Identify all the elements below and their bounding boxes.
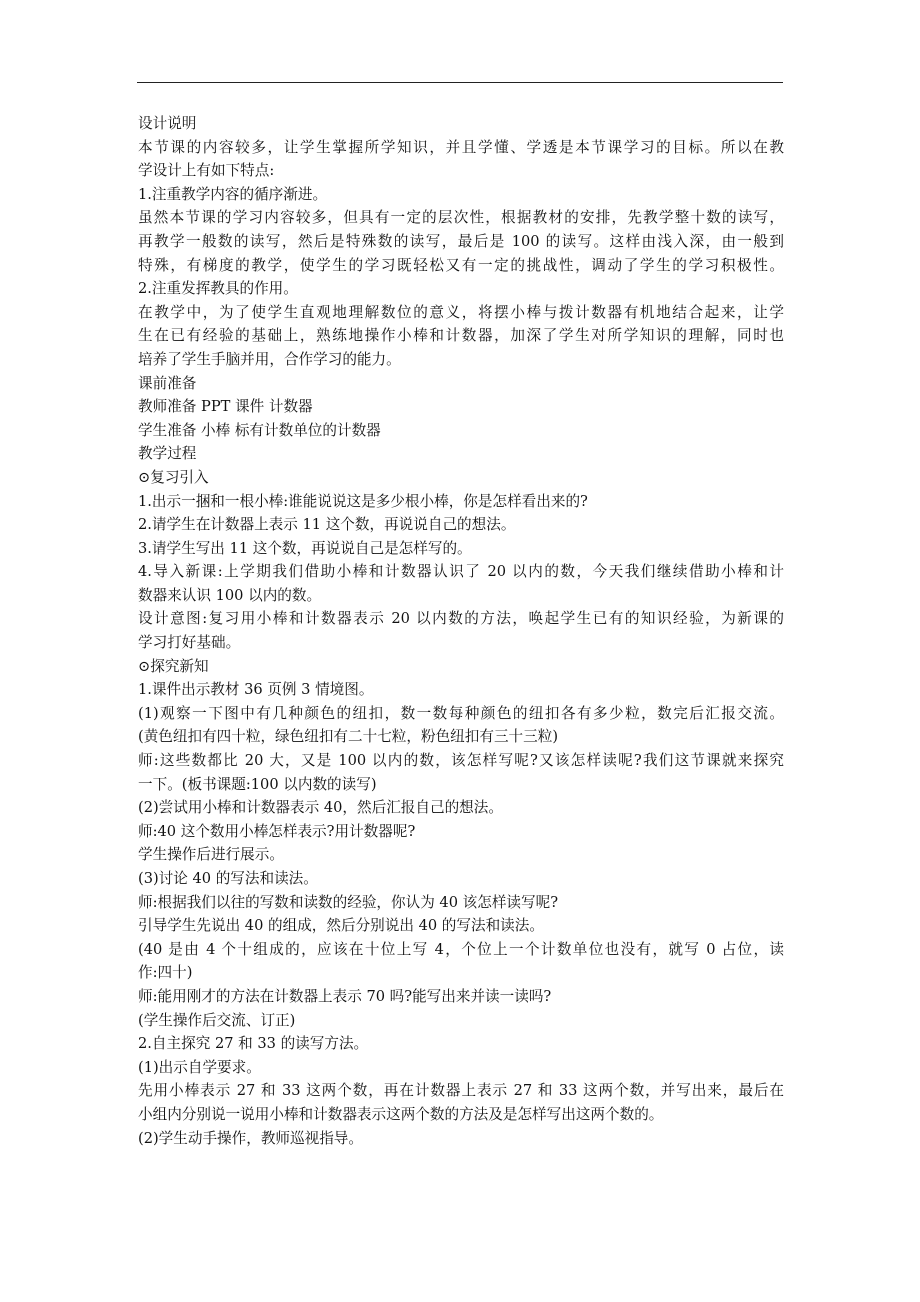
text-line: 师:能用刚才的方法在计数器上表示 70 吗?能写出来并读一读吗? — [138, 987, 552, 1005]
text-line: 教学过程 — [138, 445, 197, 463]
text-line: (2)学生动手操作，教师巡视指导。 — [138, 1129, 363, 1147]
text-line: 设计意图:复习用小棒和计数器表示 20 以内数的方法，唤起学生已有的知识经验，为新课的 — [138, 610, 784, 628]
text-line: 特殊，有梯度的教学，使学生的学习既轻松又有一定的挑战性，调动了学生的学习积极性。 — [138, 256, 784, 274]
text-line: 2.请学生在计数器上表示 11 这个数，再说说自己的想法。 — [138, 516, 516, 534]
text-line: ⊙复习引入 — [138, 468, 209, 486]
text-line: 在教学中，为了使学生直观地理解数位的意义，将摆小棒与拨计数器有机地结合起来，让学 — [138, 303, 784, 321]
text-line: 教师准备 PPT 课件 计数器 — [138, 398, 313, 416]
text-line: 培养了学生手脑并用，合作学习的能力。 — [138, 350, 401, 368]
text-line: 2.注重发挥教具的作用。 — [138, 280, 298, 298]
text-line: 1.课件出示教材 36 页例 3 情境图。 — [138, 681, 374, 699]
text-line: (1)观察一下图中有几种颜色的纽扣，数一数每种颜色的纽扣各有多少粒，数完后汇报交流。 — [138, 704, 784, 722]
document-body — [138, 112, 784, 1150]
text-line: (学生操作后交流、订正) — [138, 1011, 296, 1029]
text-line: 先用小棒表示 27 和 33 这两个数，再在计数器上表示 27 和 33 这两个数，并写出来，最后在 — [138, 1082, 784, 1100]
text-line: 设计说明 — [138, 115, 197, 132]
text-line: 课前准备 — [138, 374, 197, 392]
text-line: 本节课的内容较多，让学生掌握所学知识，并且学懂、学透是本节课学习的目标。所以在教 — [138, 138, 784, 156]
text-line: (2)尝试用小棒和计数器表示 40，然后汇报自己的想法。 — [138, 799, 503, 817]
text-line: 学生操作后进行展示。 — [138, 846, 284, 864]
text-line: 虽然本节课的学习内容较多，但具有一定的层次性，根据教材的安排，先教学整十数的读写， — [138, 209, 784, 227]
text-line: 再教学一般数的读写，然后是特殊数的读写，最后是 100 的读写。这样由浅入深，由一般到 — [138, 232, 784, 250]
text-line: 师:40 这个数用小棒怎样表示?用计数器呢? — [138, 822, 416, 840]
text-line: 2.自主探究 27 和 33 的读写方法。 — [138, 1035, 369, 1053]
text-line: 学生准备 小棒 标有计数单位的计数器 — [138, 421, 381, 439]
text-line: 4.导入新课:上学期我们借助小棒和计数器认识了 20 以内的数，今天我们继续借助小棒和计 — [138, 563, 784, 581]
text-line: ⊙探究新知 — [138, 657, 209, 675]
text-line: 学习打好基础。 — [138, 634, 241, 652]
text-line: 一下。(板书课题:100 以内数的读写) — [138, 775, 377, 793]
text-line: 小组内分别说一说用小棒和计数器表示这两个数的方法及是怎样写出这两个数的。 — [138, 1105, 664, 1123]
header-rule — [137, 82, 783, 83]
text-line: (黄色纽扣有四十粒，绿色纽扣有二十七粒，粉色纽扣有三十三粒) — [138, 728, 559, 746]
text-line: 1.出示一捆和一根小棒:谁能说说这是多少根小棒，你是怎样看出来的? — [138, 492, 588, 510]
text-line: 数器来认识 100 以内的数。 — [138, 586, 322, 604]
text-line: (3)讨论 40 的写法和读法。 — [138, 870, 318, 887]
text-line: (1)出示自学要求。 — [138, 1058, 261, 1076]
text-line: 1.注重教学内容的循序渐进。 — [138, 185, 328, 203]
text-line: 3.请学生写出 11 这个数，再说说自己是怎样写的。 — [138, 539, 472, 557]
text-line: 师:这些数都比 20 大，又是 100 以内的数，该怎样写呢?又该怎样读呢?我们这节课就来探究 — [138, 752, 784, 770]
text-line: 师:根据我们以往的写数和读数的经验，你认为 40 该怎样读写呢? — [138, 893, 559, 911]
text-line: 学设计上有如下特点: — [138, 162, 275, 180]
text-line: 生在已有经验的基础上，熟练地操作小棒和计数器，加深了学生对所学知识的理解，同时也 — [138, 327, 784, 345]
text-line: 引导学生先说出 40 的组成，然后分别说出 40 的写法和读法。 — [138, 917, 544, 935]
text-line: 作:四十) — [138, 964, 193, 982]
text-line: (40 是由 4 个十组成的，应该在十位上写 4，个位上一个计数单位也没有，就写 0 占位，读 — [138, 940, 784, 958]
